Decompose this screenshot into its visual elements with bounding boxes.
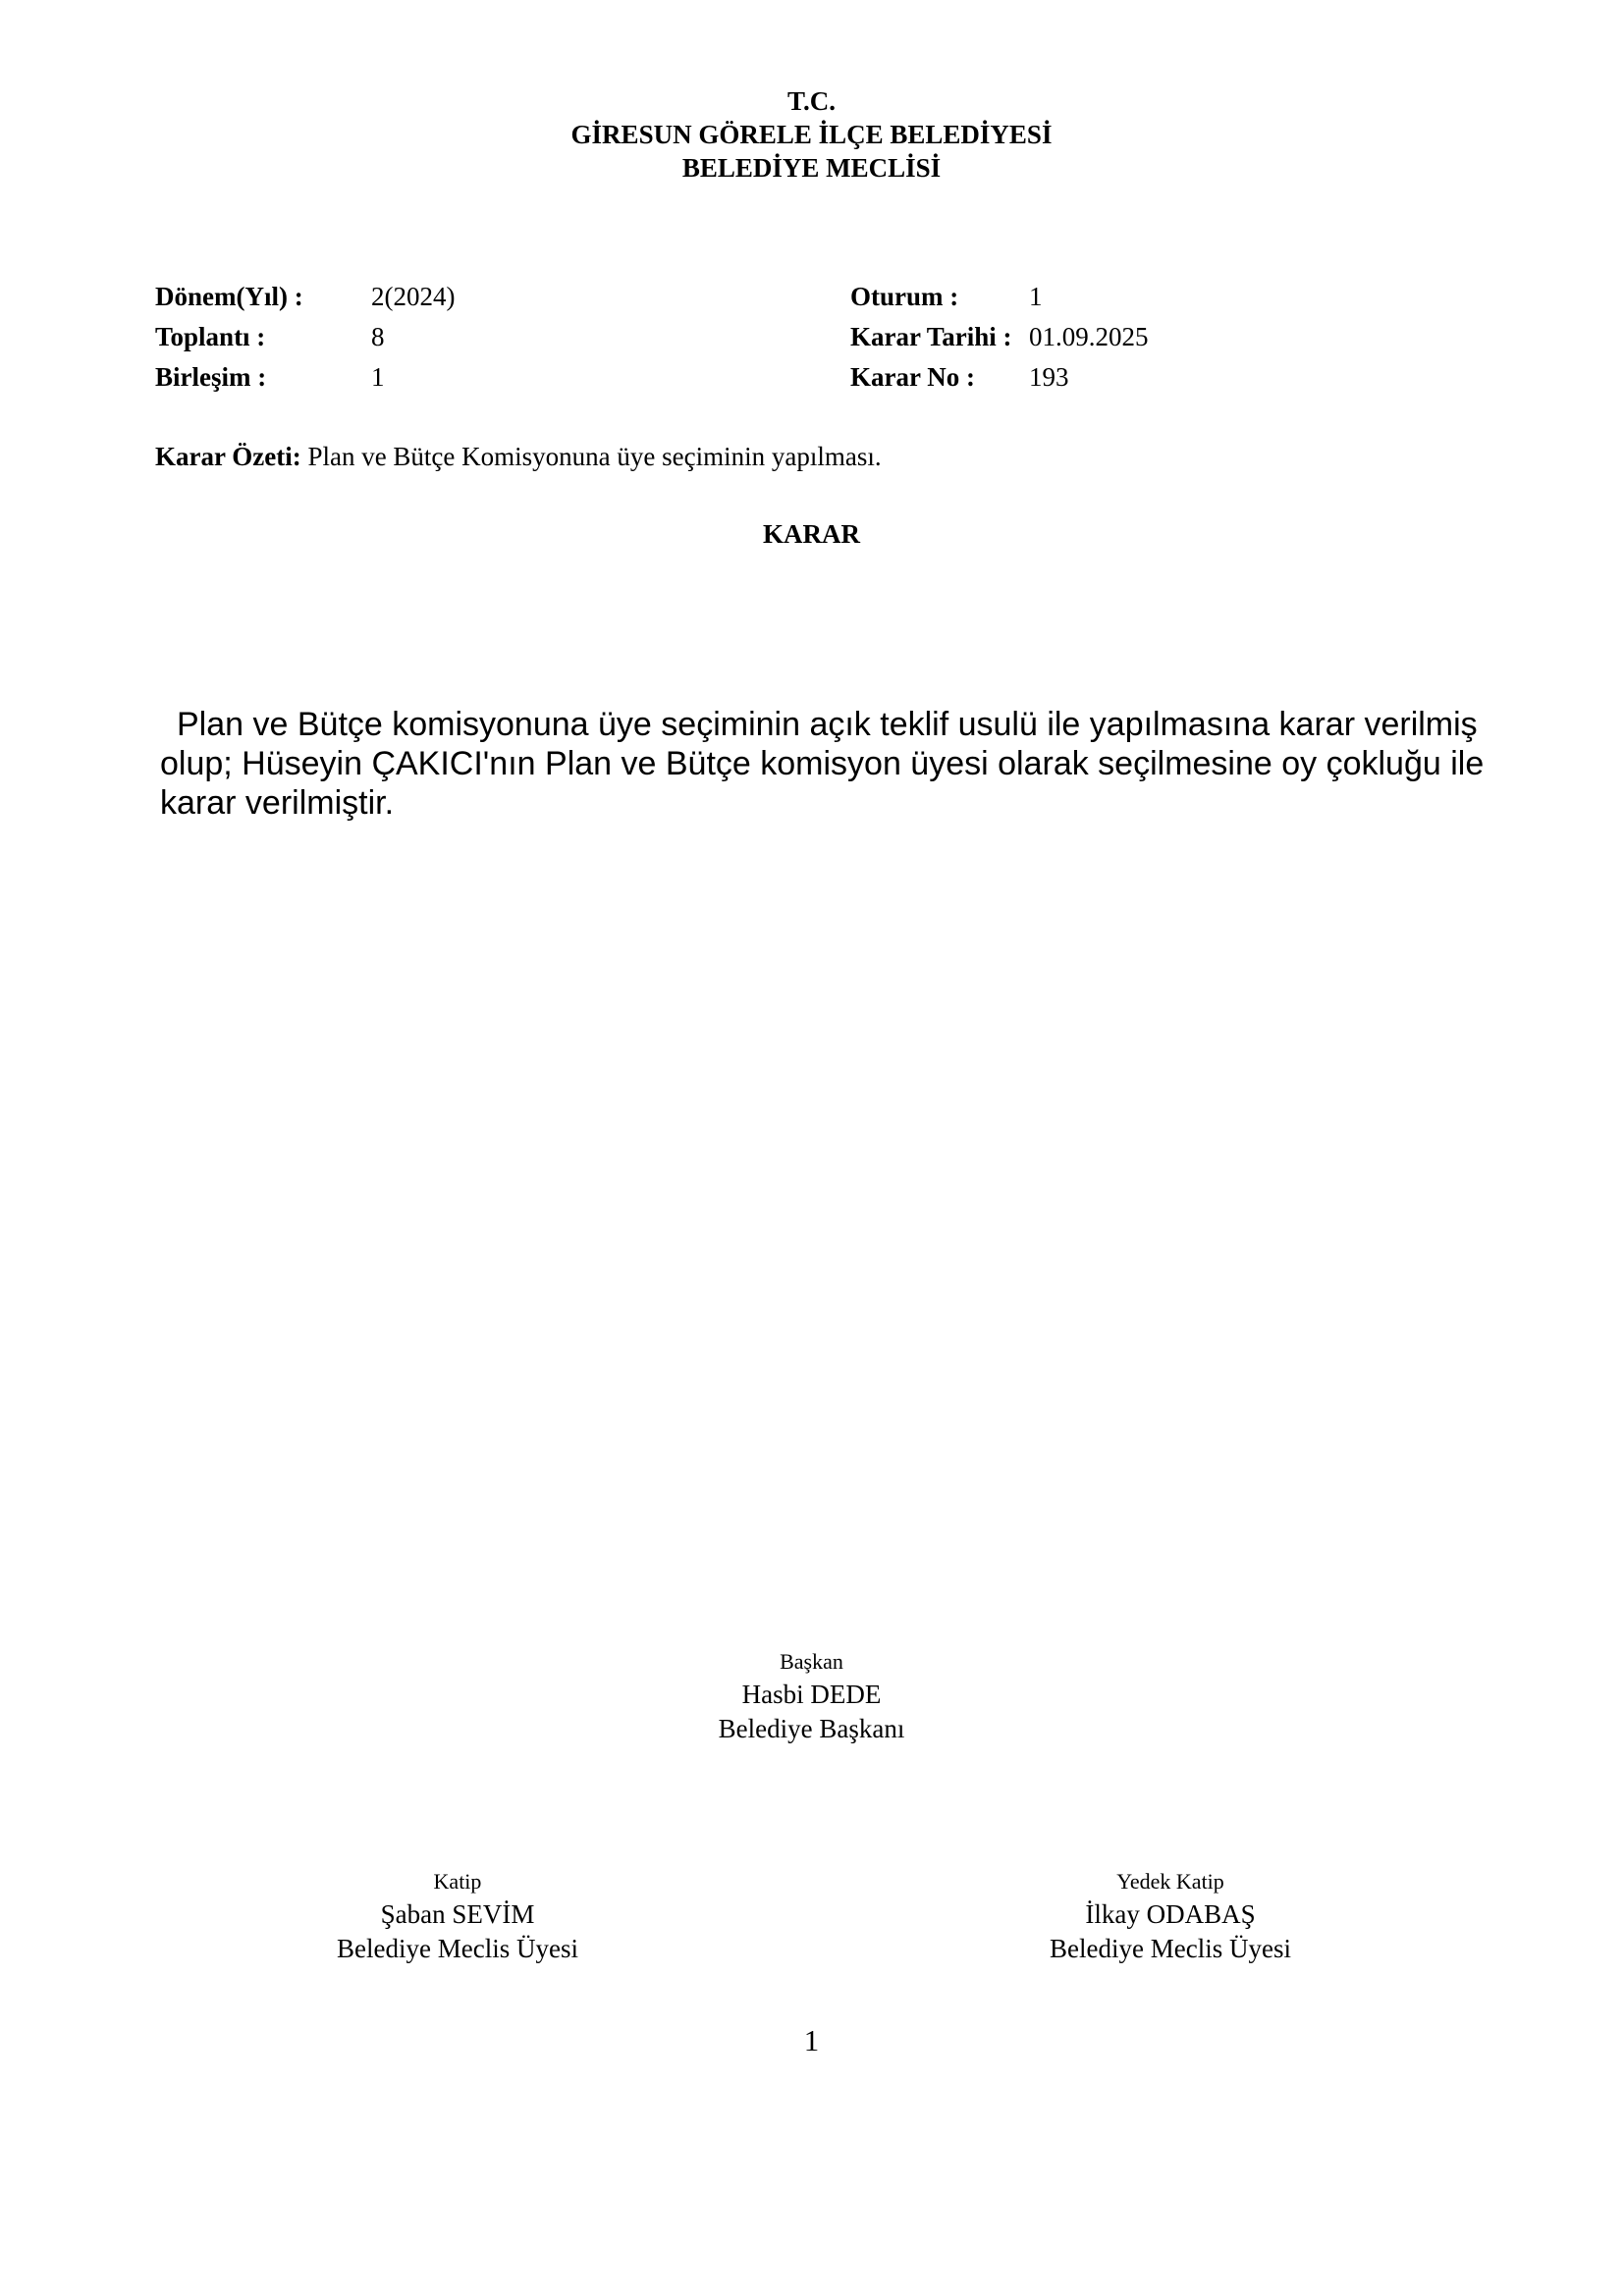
president-title: Belediye Başkanı	[718, 1714, 905, 1743]
substitute-clerk-role: Yedek Katip	[1116, 1869, 1224, 1894]
substitute-clerk-title: Belediye Meclis Üyesi	[1050, 1934, 1291, 1963]
oturum-label: Oturum :	[850, 282, 959, 311]
birlesim-label: Birleşim :	[155, 362, 267, 392]
summary-label: Karar Özeti:	[155, 442, 301, 471]
clerk-role: Katip	[433, 1869, 482, 1894]
header-tc: T.C.	[786, 86, 836, 116]
oturum-value: 1	[1029, 282, 1043, 311]
donem-value: 2(2024)	[371, 282, 456, 311]
header-council: BELEDİYE MECLİSİ	[681, 153, 942, 183]
karar-no-value: 193	[1029, 362, 1069, 392]
clerk-name: Şaban SEVİM	[380, 1899, 535, 1929]
decision-text: Plan ve Bütçe komisyonuna üye seçiminin açık teklif usulü ile yapılmasına karar verilmiş olup; Hüseyin ÇAKICI'nın Plan ve Bütçe komisyon üyesi olarak seçilmesine oy çokluğu ile karar verilmiştir.	[160, 706, 1485, 822]
clerk-signature	[212, 1867, 703, 1965]
decision-heading: KARAR	[763, 519, 860, 549]
toplanti-label: Toplantı :	[155, 322, 266, 351]
donem-label: Dönem(Yıl) :	[155, 282, 303, 311]
president-signature	[0, 1647, 1623, 1745]
summary-text: Plan ve Bütçe Komisyonuna üye seçiminin yapılması.	[307, 442, 882, 471]
page-number: 1	[803, 2023, 820, 2057]
substitute-clerk-signature	[925, 1867, 1416, 1965]
karar-no-label: Karar No :	[850, 362, 975, 392]
president-role: Başkan	[780, 1649, 843, 1674]
president-name: Hasbi DEDE	[741, 1680, 882, 1709]
document-header	[0, 84, 1623, 185]
toplanti-value: 8	[371, 322, 385, 351]
summary-line	[155, 442, 882, 472]
clerk-title: Belediye Meclis Üyesi	[337, 1934, 578, 1963]
karar-tarihi-value: 01.09.2025	[1029, 322, 1149, 351]
karar-tarihi-label: Karar Tarihi :	[850, 322, 1012, 351]
substitute-clerk-name: İlkay ODABAŞ	[1085, 1899, 1256, 1929]
birlesim-value: 1	[371, 362, 385, 392]
header-municipality: GİRESUN GÖRELE İLÇE BELEDİYESİ	[570, 120, 1053, 149]
